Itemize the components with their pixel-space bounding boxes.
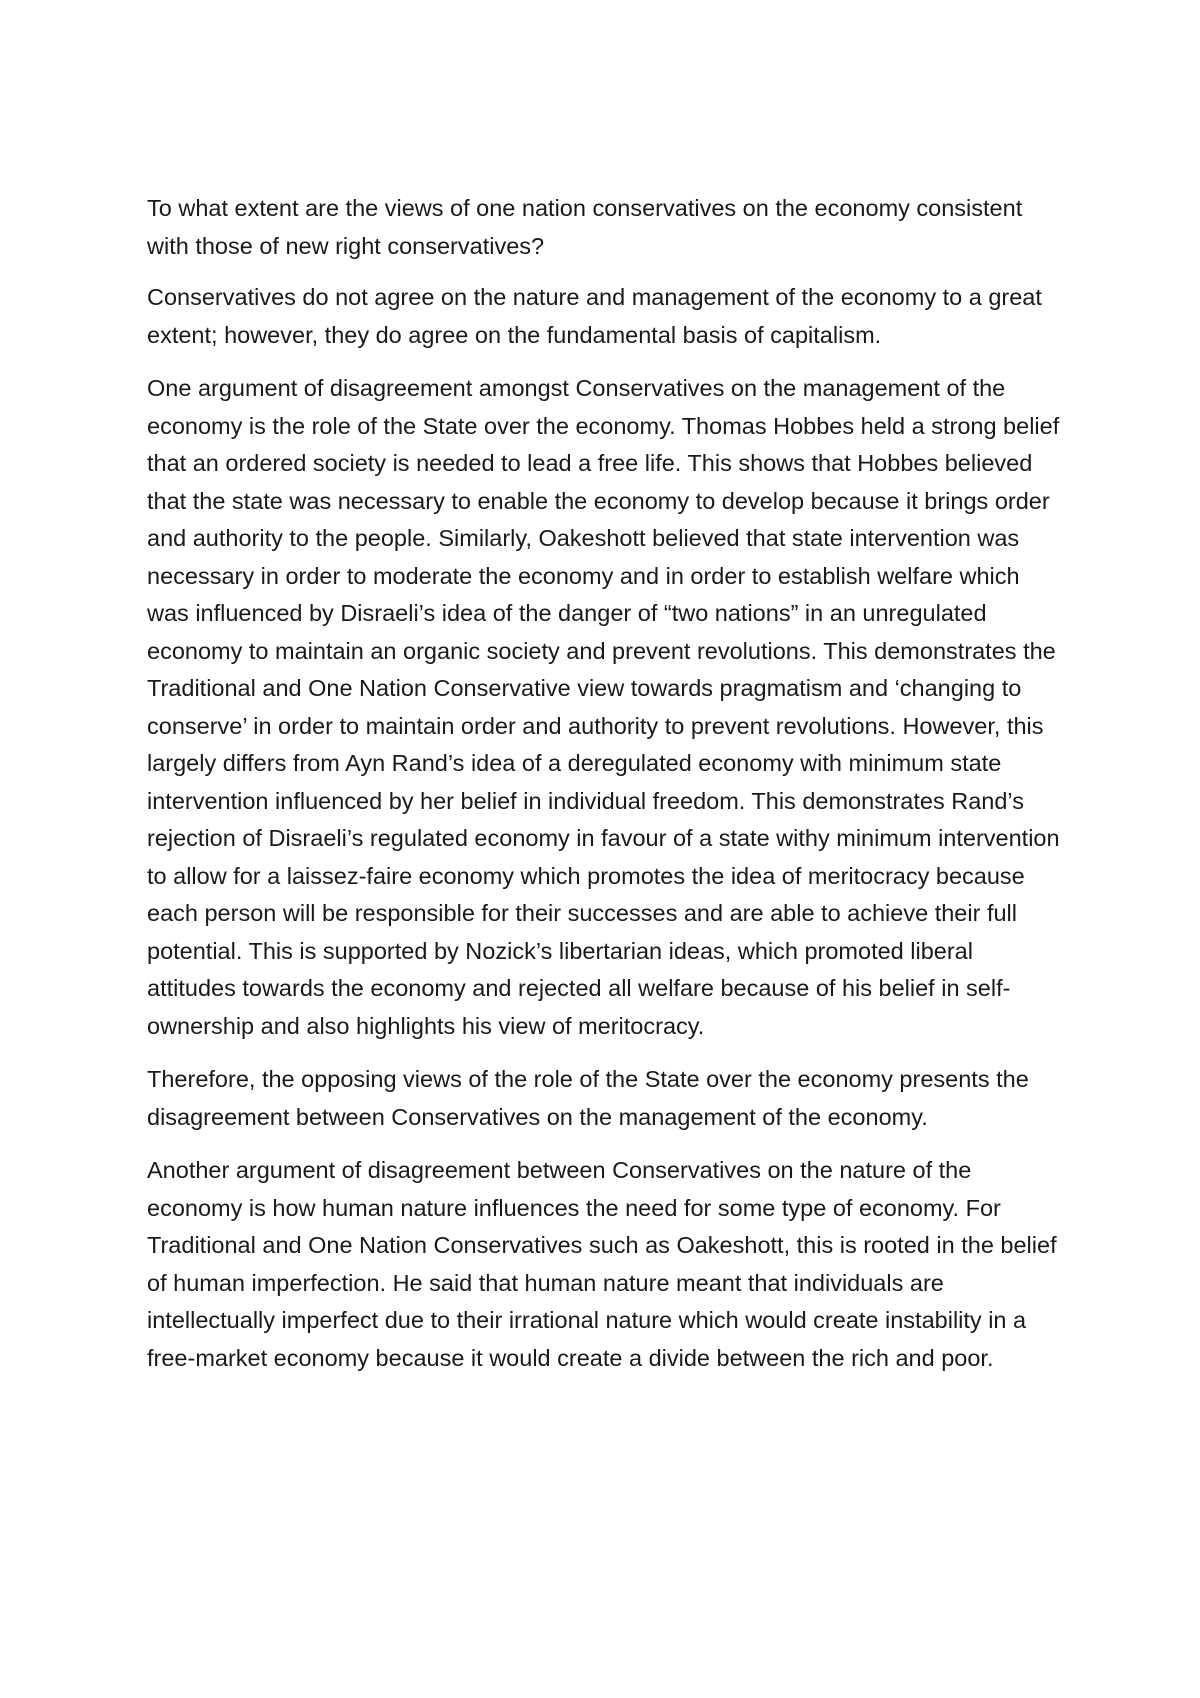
paragraph-human-nature: Another argument of disagreement between Conservatives on the nature of the economy is how human nature influences the need for some type of economy. For Traditional and One Nation Conservatives such as Oakeshott, this is rooted in the belief of human imperfection. He said that human nature meant that individuals are intellectually imperfect due to their irrational nature which would create instability in a free-market economy because it would create a divide between the rich and poor.: [147, 1157, 1057, 1371]
document-body: [147, 190, 1067, 1393]
paragraph-introduction: Conservatives do not agree on the nature and management of the economy to a great extent; however, they do agree on the fundamental basis of capitalism.: [147, 284, 1042, 348]
essay-question: To what extent are the views of one nation conservatives on the economy consistent with those of new right conservatives?: [147, 195, 1023, 259]
paragraph-conclusion-state: Therefore, the opposing views of the role of the State over the economy presents the disagreement between Conservatives on the management of the economy.: [147, 1066, 1029, 1130]
paragraph-role-of-state: One argument of disagreement amongst Conservatives on the management of the economy is the role of the State over the economy. Thomas Hobbes held a strong belief that an ordered society is needed to lead a free life. This shows that Hobbes believed that the state was necessary to enable the economy to develop because it brings order and authority to the people. Similarly, Oakeshott believed that state intervention was necessary in order to moderate the economy and in order to establish welfare which was influenced by Disraeli’s idea of the danger of “two nations” in an unregulated economy to maintain an organic society and prevent revolutions. This demonstrates the Traditional and One Nation Conservative view towards pragmatism and ‘changing to conserve’ in order to maintain order and authority to prevent revolutions. However, this largely differs from Ayn Rand’s idea of a deregulated economy with minimum state intervention influenced by her belief in individual freedom. This demonstrates Rand’s rejection of Disraeli’s regulated economy in favour of a state withy minimum intervention to allow for a laissez-faire economy which promotes the idea of meritocracy because each person will be responsible for their successes and are able to achieve their full potential. This is supported by Nozick’s libertarian ideas, which promoted liberal attitudes towards the economy and rejected all welfare because of his belief in self-ownership and also highlights his view of meritocracy.: [147, 375, 1060, 1039]
